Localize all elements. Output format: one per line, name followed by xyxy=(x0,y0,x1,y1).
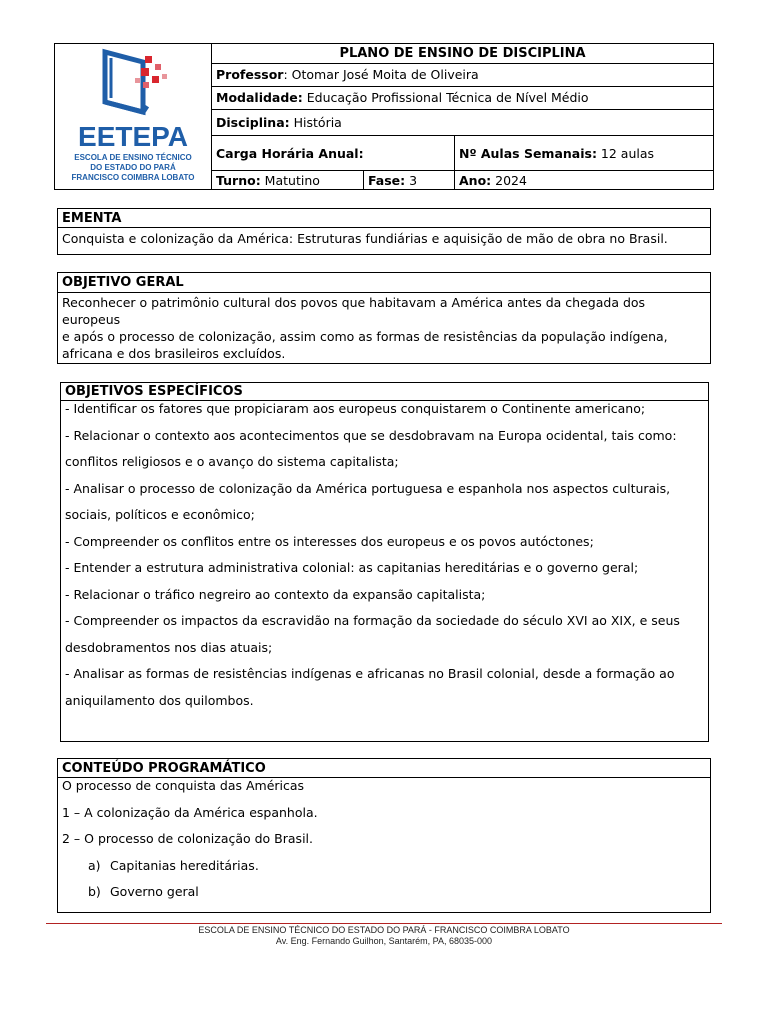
objetivo-especifico-line: aniquilamento dos quilombos. xyxy=(65,692,254,708)
ementa-text: Conquista e colonização da América: Estruturas fundiárias e aquisição de mão de obra no Brasil. xyxy=(62,231,668,246)
conteudo-list xyxy=(58,772,710,907)
professor-label: Professor xyxy=(216,67,284,82)
fase-value: 3 xyxy=(405,173,418,188)
turno-label: Turno: xyxy=(216,173,261,188)
logo-square-3 xyxy=(141,68,149,76)
objetivo-geral-line: Reconhecer o patrimônio cultural dos povos que habitavam a América antes da chegada dos europeus xyxy=(62,295,646,327)
header-title: PLANO DE ENSINO DE DISCIPLINA xyxy=(339,46,586,61)
conteudo-title: CONTEÚDO PROGRAMÁTICO xyxy=(58,759,710,778)
footer-rule xyxy=(46,923,722,924)
footer-address: Av. Eng. Fernando Guilhon, Santarém, PA, 68035-000 xyxy=(275,936,493,946)
objetivo-especifico-line: - Analisar as formas de resistências indígenas e africanas no Brasil colonial, desde a formação ao xyxy=(65,666,675,681)
objetivo-especifico-line: - Compreender os impactos da escravidão na formação da sociedade do século XVI ao XIX, e seus xyxy=(65,613,680,628)
modalidade-label: Modalidade: xyxy=(216,90,303,105)
conteudo-item-1: 1 – A colonização da América espanhola. xyxy=(62,804,318,820)
header-professor-row xyxy=(212,64,713,86)
fase-label: Fase: xyxy=(368,173,406,188)
objetivo-geral-title: OBJETIVO GERAL xyxy=(58,273,710,293)
logo-square-6 xyxy=(143,82,149,88)
objetivo-especifico-line: conflitos religiosos e o avanço do sistema capitalista; xyxy=(65,454,399,469)
ano-label: Ano: xyxy=(459,173,492,188)
logo-subtitle-line2: DO ESTADO DO PARÁ xyxy=(90,163,176,172)
logo-subtitle-line3: FRANCISCO COIMBRA LOBATO xyxy=(71,173,195,182)
header-ano-cell xyxy=(455,171,713,189)
logo-brand-text: EETEPA xyxy=(78,121,188,152)
subitem-a-marker: a) xyxy=(88,857,101,873)
header-modalidade-row xyxy=(212,87,713,109)
ano-value: 2024 xyxy=(491,173,527,188)
objetivos-especificos-box xyxy=(60,382,709,742)
objetivos-especificos-title: OBJETIVOS ESPECÍFICOS xyxy=(61,383,708,401)
header-aulas-cell xyxy=(455,136,713,170)
objetivo-especifico-line: desdobramentos nos dias atuais; xyxy=(65,639,273,655)
objetivo-especifico-line: - Relacionar o contexto aos acontecimentos que se desdobravam na Europa ocidental, tais como: xyxy=(65,427,677,443)
conteudo-subitem-a xyxy=(62,853,706,880)
objetivo-especifico-line: - Identificar os fatores que propiciaram aos europeus conquistarem o Continente americano; xyxy=(65,401,646,416)
objetivo-geral-line: e após o processo de colonização, assim como as formas de resistências da população indígena, xyxy=(62,329,668,344)
objetivo-especifico-line: sociais, políticos e econômico; xyxy=(65,507,255,522)
turno-value: Matutino xyxy=(260,173,320,188)
objetivo-especifico-line: - Entender a estrutura administrativa colonial: as capitanias hereditárias e o governo geral; xyxy=(65,560,639,575)
objetivo-especifico-line: - Compreender os conflitos entre os interesses dos europeus e os povos autóctones; xyxy=(65,533,594,549)
conteudo-box xyxy=(57,758,711,913)
subitem-a-text: Capitanias hereditárias. xyxy=(110,857,259,873)
header-disciplina-row xyxy=(212,110,713,135)
objetivo-especifico-line: - Analisar o processo de colonização da América portuguesa e espanhola nos aspectos culturais, xyxy=(65,480,671,496)
header-fase-cell xyxy=(364,171,454,189)
header-carga-cell xyxy=(212,136,454,170)
objetivos-especificos-list xyxy=(61,396,708,715)
logo-square-1 xyxy=(145,56,152,63)
logo-subtitle-line1: ESCOLA DE ENSINO TÉCNICO xyxy=(74,153,192,162)
logo-square-4 xyxy=(152,76,159,83)
disciplina-value: História xyxy=(289,115,342,130)
logo-cell xyxy=(55,44,212,189)
conteudo-intro: O processo de conquista das Américas xyxy=(62,778,305,793)
disciplina-label: Disciplina: xyxy=(216,115,290,130)
ementa-title: EMENTA xyxy=(58,209,710,228)
eetepa-logo-graphic xyxy=(55,44,212,189)
conteudo-subitem-b xyxy=(62,879,706,906)
footer-school-name: ESCOLA DE ENSINO TÉCNICO DO ESTADO DO PARÁ - FRANCISCO COIMBRA LOBATO xyxy=(198,925,570,935)
subitem-b-marker: b) xyxy=(88,884,101,899)
logo-square-5 xyxy=(162,74,167,79)
logo-square-2 xyxy=(155,64,161,70)
professor-value: : Otomar José Moita de Oliveira xyxy=(283,67,479,82)
conteudo-item-2: 2 – O processo de colonização do Brasil. xyxy=(62,831,313,846)
objetivo-geral-box xyxy=(57,272,711,364)
logo-square-7 xyxy=(135,78,140,83)
subitem-b-text: Governo geral xyxy=(110,884,199,899)
aulas-label: Nº Aulas Semanais: xyxy=(459,146,597,161)
objetivo-geral-text xyxy=(58,293,710,363)
ementa-box xyxy=(57,208,711,255)
objetivo-especifico-line: - Relacionar o tráfico negreiro ao contexto da expansão capitalista; xyxy=(65,586,486,602)
footer xyxy=(46,925,722,947)
header-turno-cell xyxy=(212,171,363,189)
objetivo-geral-line: africana e dos brasileiros excluídos. xyxy=(62,346,286,361)
carga-label: Carga Horária Anual: xyxy=(216,146,364,161)
aulas-value: 12 aulas xyxy=(596,146,655,161)
modalidade-value: Educação Profissional Técnica de Nível Médio xyxy=(302,90,589,105)
